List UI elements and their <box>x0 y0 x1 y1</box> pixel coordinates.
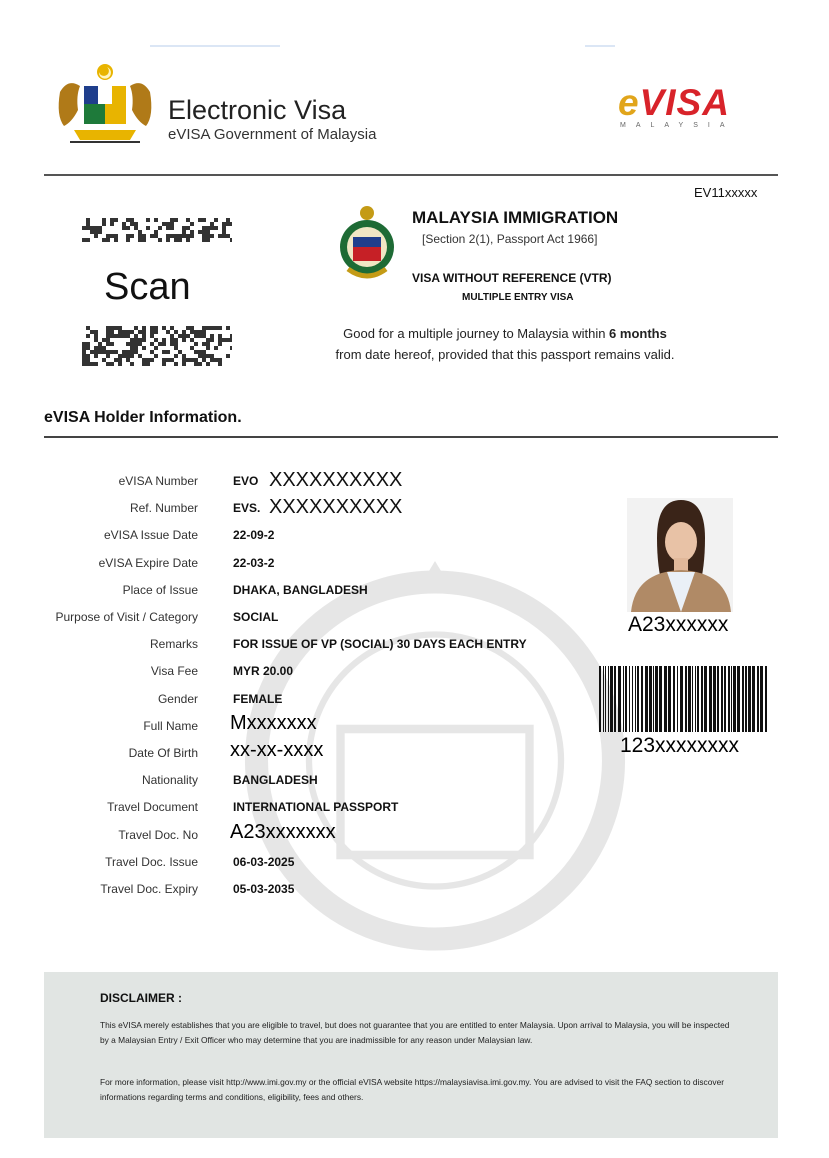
evisa-logo-tagline: MALAYSIA <box>620 122 735 129</box>
holder-section-heading: eVISA Holder Information. <box>44 409 242 426</box>
holder-field-label: Purpose of Visit / Category <box>55 610 198 624</box>
holder-field-label: Date Of Birth <box>128 746 198 760</box>
holder-field-label: Gender <box>157 691 198 706</box>
barcode-icon <box>597 666 771 736</box>
holder-field-row <box>0 524 600 550</box>
header-divider <box>44 174 778 176</box>
holder-field-value: xx-xx-xxxx <box>230 739 324 761</box>
holder-field-row <box>0 497 600 523</box>
holder-field-row <box>0 851 600 877</box>
holder-field-label: Place of Issue <box>122 582 198 597</box>
visa-type: VISA WITHOUT REFERENCE (VTR) <box>412 271 612 285</box>
holder-field-value: DHAKA, BANGLADESH <box>233 582 368 597</box>
holder-field-value: SOCIAL <box>233 610 279 624</box>
barcode-number: 123xxxxxxxx <box>620 734 740 757</box>
holder-field-row <box>0 796 600 822</box>
holder-field-row <box>0 470 600 496</box>
holder-field-row <box>0 579 600 605</box>
visa-reference-number: EV11xxxxx <box>694 185 758 200</box>
holder-field-label: Travel Doc. Expiry <box>100 882 198 896</box>
scan-label: Scan <box>104 266 191 308</box>
holder-field-overlay-wrap <box>268 467 402 490</box>
holder-field-label: Ref. Number <box>129 501 198 516</box>
holder-field-value: FOR ISSUE OF VP (SOCIAL) 30 DAYS EACH ENTRY <box>233 637 527 652</box>
holder-field-value: A23xxxxxxx <box>230 820 336 843</box>
holder-field-label: eVISA Expire Date <box>98 555 198 570</box>
qr-code-top-icon <box>82 218 232 242</box>
holder-field-label: Travel Document <box>107 800 198 815</box>
photo-caption: A23xxxxxx <box>628 613 729 636</box>
holder-field-value: MYR 20.00 <box>233 664 294 679</box>
holder-field-label: Visa Fee <box>150 664 198 679</box>
holder-field-row <box>0 688 600 714</box>
holder-field-label: Remarks <box>149 637 198 652</box>
holder-photo <box>627 498 733 612</box>
holder-field-overlay-wrap <box>268 494 402 517</box>
legal-section: [Section 2(1), Passport Act 1966] <box>422 232 598 246</box>
holder-field-label: Nationality <box>141 773 198 788</box>
document-subtitle: eVISA Government of Malaysia <box>168 126 377 143</box>
disclaimer-title: DISCLAIMER : <box>100 991 182 1005</box>
holder-field-row <box>0 878 600 904</box>
disclaimer-paragraph-1: This eVISA merely establishes that you are eligible to travel, but does not guarantee that you are entitled to enter Malaysia. Upon arrival to Malaysia, you will be inspected by a Malaysian Entry / Exit Officer who may determine that you are inadmissible for any reason under Malaysian law. <box>100 1020 730 1045</box>
immigration-emblem-icon <box>334 203 400 283</box>
holder-field-row <box>0 606 600 632</box>
holder-field-value: Mxxxxxxx <box>230 711 317 734</box>
issuing-authority: MALAYSIA IMMIGRATION <box>412 208 619 227</box>
holder-field-row <box>0 820 600 850</box>
holder-field-label: Full Name <box>143 718 198 733</box>
holder-field-row <box>0 769 600 795</box>
disclaimer-paragraph-2: For more information, please visit http://www.imi.gov.my or the official eVISA website https://malaysiavisa.imi.gov.my. You are advised to visit the FAQ section to discover informations regarding terms and conditions, eligibility, fees and others. <box>100 1077 725 1102</box>
top-rule-left <box>150 45 280 47</box>
validity-period: 6 months <box>609 326 667 341</box>
holder-field-value: INTERNATIONAL PASSPORT <box>233 800 399 815</box>
holder-field-value: BANGLADESH <box>233 773 318 788</box>
top-rule-right <box>585 45 615 47</box>
holder-field-value: EVO <box>233 474 259 488</box>
holder-section-divider <box>44 436 778 438</box>
entry-type: MULTIPLE ENTRY VISA <box>462 292 574 303</box>
holder-field-row <box>0 633 600 659</box>
holder-field-value: FEMALE <box>233 691 283 706</box>
document-title: Electronic Visa <box>168 95 347 125</box>
validity-statement: Good for a multiple journey to Malaysia within 6 months from date hereof, provided that this passport remains valid. <box>335 326 675 362</box>
holder-field-value: 22-03-2 <box>233 555 275 570</box>
holder-field-value: 06-03-2025 <box>233 854 295 869</box>
holder-field-value-overlay: XXXXXXXXXX <box>269 496 403 519</box>
qr-code-bottom-icon <box>82 326 232 366</box>
holder-field-row <box>0 739 600 768</box>
evisa-logo-e: e <box>618 82 640 123</box>
holder-field-label: eVISA Issue Date <box>103 528 198 543</box>
holder-field-row <box>0 660 600 686</box>
malaysia-coat-of-arms-icon <box>50 62 160 150</box>
holder-field-label: eVISA Number <box>118 474 198 488</box>
holder-field-value-overlay: XXXXXXXXXX <box>269 469 403 491</box>
holder-field-label: Travel Doc. Issue <box>105 854 198 869</box>
holder-field-label: Travel Doc. No <box>118 827 198 842</box>
holder-field-value: EVS. <box>233 501 261 516</box>
holder-field-value: 05-03-2035 <box>233 882 295 896</box>
evisa-logo <box>618 82 730 124</box>
evisa-logo-visa: VISA <box>639 82 730 123</box>
holder-field-row <box>0 552 600 578</box>
holder-field-row <box>0 711 600 741</box>
holder-field-value: 22-09-2 <box>233 528 275 543</box>
